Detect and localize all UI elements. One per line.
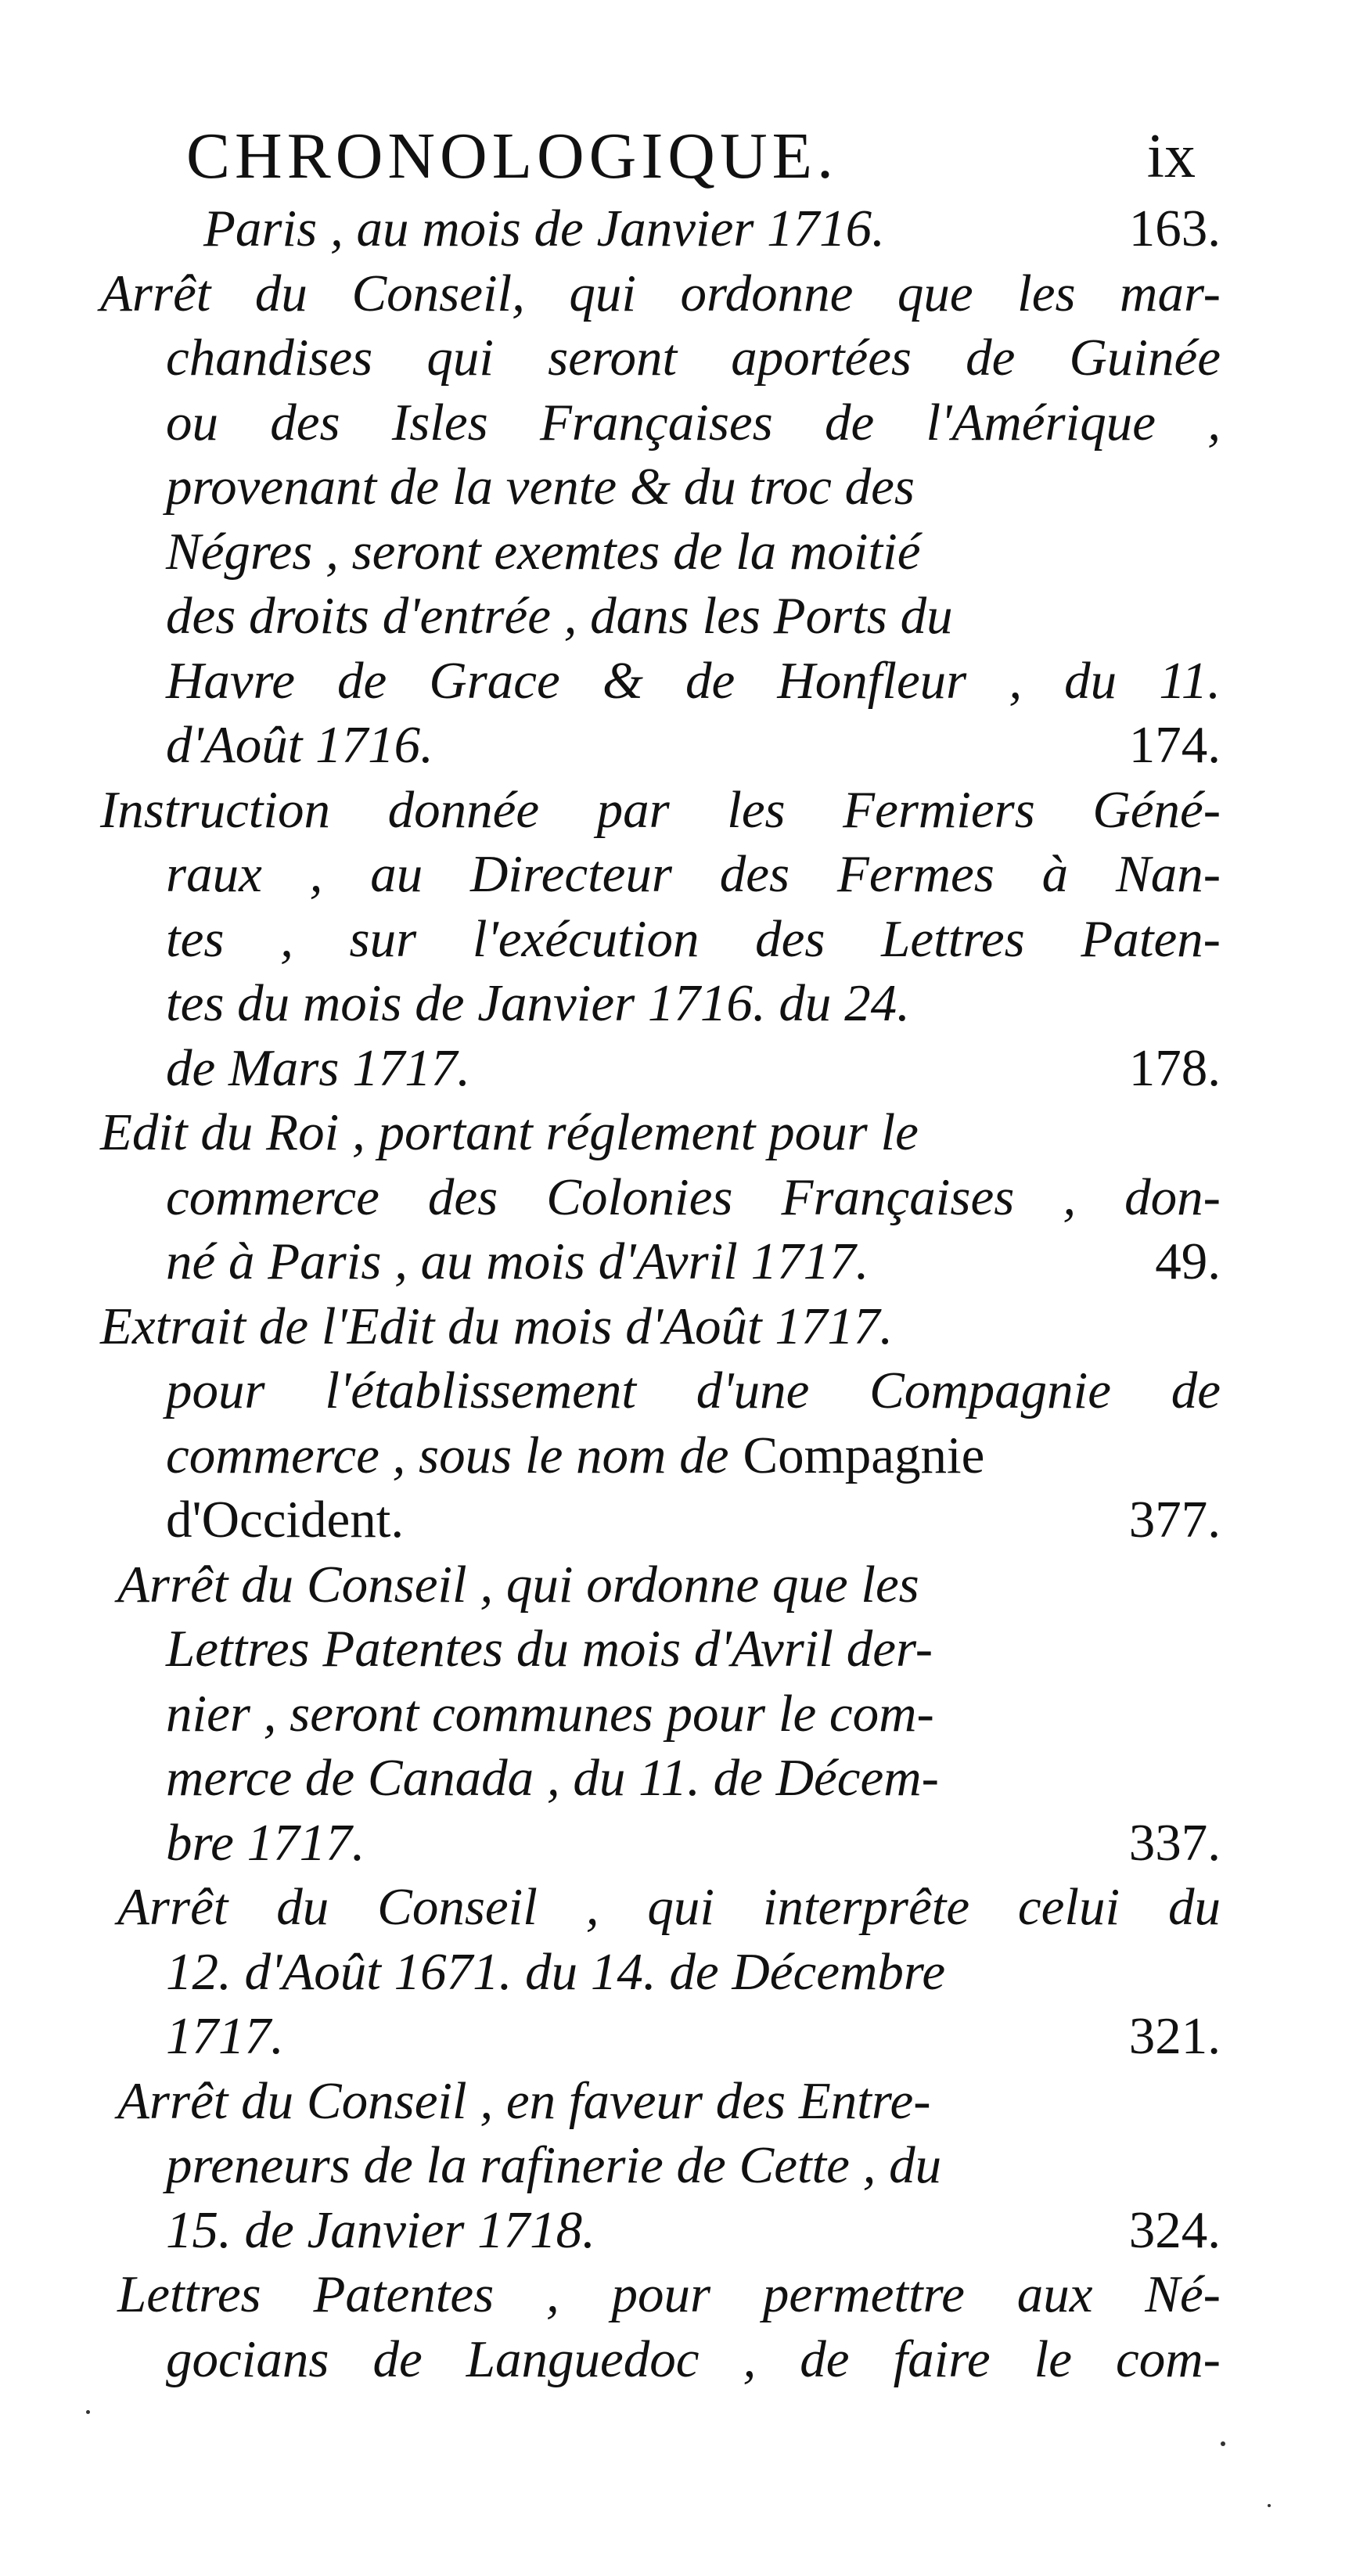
toc-line [166,714,1221,776]
toc-entry-text: Paris , au mois de Janvier 1716. [203,200,885,257]
toc-line [166,1811,1221,1874]
toc-entry-text: Lettres Patentes , pour permettre aux Né- [117,2265,1221,2323]
toc-entry-text: raux , au Directeur des Fermes à Nan- [166,845,1221,903]
toc-line [117,2070,1221,2132]
toc-entry-text: pour l'établissement d'une Compagnie de [166,1362,1221,1419]
toc-line [166,908,1221,970]
toc-entry-text: tes du mois de Janvier 1716. du 24. [166,974,910,1032]
toc-page-reference: 321. [1128,2007,1221,2065]
toc-line [117,1876,1221,1938]
toc-line [166,2005,1221,2067]
toc-line [166,2199,1221,2261]
toc-entry-text: 12. d'Août 1671. du 14. de Décembre [166,1943,946,2001]
toc-page-reference: 49. [1155,1232,1221,1290]
toc-line [166,1682,1221,1745]
toc-entry-text: Négres , seront exemtes de la moitié [166,523,921,581]
toc-line [117,2263,1221,2326]
page-number: ix [1146,122,1196,191]
toc-entry-text: nier , seront communes pour le com- [166,1685,934,1743]
toc-line [166,1166,1221,1229]
toc-line [166,1488,1221,1551]
toc-page-reference: 337. [1128,1814,1221,1872]
toc-page-reference: 163. [1128,200,1221,257]
toc-entry-text: Lettres Patentes du mois d'Avril der- [166,1620,933,1678]
toc-line [166,1230,1221,1293]
toc-line [166,326,1221,389]
toc-entry-text: d'Août 1716. [166,716,433,774]
toc-entry-text: merce de Canada , du 11. de Décem- [166,1749,939,1807]
toc-line [117,1553,1221,1616]
toc-entry-text: Arrêt du Conseil, qui ordonne que les mar- [100,264,1221,322]
toc-entry-text: Edit du Roi , portant réglement pour le [100,1103,919,1161]
toc-line [166,2134,1221,2196]
toc-entry-text: Arrêt du Conseil , qui ordonne que les [117,1556,919,1614]
ink-speck [1221,2441,1225,2446]
toc-line [100,1295,1221,1358]
toc-line [166,585,1221,647]
ink-speck [1268,2504,1271,2507]
toc-page-reference: 324. [1128,2201,1221,2259]
toc-entry-text: Extrait de l'Edit du mois d'Août 1717. [100,1297,894,1355]
toc-entry-text: 1717. [166,2007,284,2065]
toc-page-reference: 174. [1128,716,1221,774]
toc-line [166,2328,1221,2391]
running-head-title: CHRONOLOGIQUE. [186,120,838,192]
toc-page-reference: 377. [1128,1491,1221,1549]
toc-entry-roman-text: Compagnie [743,1427,985,1484]
toc-entry-text: Havre de Grace & de Honfleur , du 11. [166,652,1221,710]
toc-entry-text: né à Paris , au mois d'Avril 1717. [166,1232,869,1290]
toc-line [100,1101,1221,1164]
toc-line [166,649,1221,712]
toc-line [166,391,1221,454]
toc-line [166,843,1221,905]
toc-entry-text: ou des Isles Françaises de l'Amérique , [166,394,1221,452]
toc-entry-text: chandises qui seront aportées de Guinée [166,329,1221,387]
toc-entry-text: gocians de Languedoc , de faire le com- [166,2330,1221,2388]
toc-entry-text: commerce des Colonies Françaises , don- [166,1168,1221,1226]
toc-line [166,1941,1221,2003]
toc-entry-text: commerce , sous le nom de [166,1427,729,1484]
toc-page-reference: 178. [1128,1039,1221,1097]
toc-line [166,1747,1221,1809]
toc-entry-text: de Mars 1717. [166,1039,470,1097]
toc-line [166,1359,1221,1422]
toc-line [100,779,1221,841]
toc-line [166,972,1221,1034]
toc-entry-text: des droits d'entrée , dans les Ports du [166,587,953,645]
running-head [186,117,1196,203]
toc-entry-text: provenant de la vente & du troc des [166,458,915,516]
toc-line [166,1424,1221,1487]
toc-line [166,1037,1221,1099]
toc-entry-text: Arrêt du Conseil , qui interprête celui du [117,1878,1221,1936]
toc-entry-text: preneurs de la rafinerie de Cette , du [166,2136,942,2194]
toc-entry-text: tes , sur l'exécution des Lettres Paten- [166,910,1221,968]
toc-line [166,520,1221,583]
toc-entry-text: Arrêt du Conseil , en faveur des Entre- [117,2072,931,2130]
toc-line [166,1617,1221,1680]
ink-speck [86,2410,90,2414]
toc-line [100,262,1221,325]
toc-entry-roman-text: d'Occident. [166,1491,405,1549]
toc-entry-text: 15. de Janvier 1718. [166,2201,595,2259]
toc-line [166,455,1221,518]
toc-line [203,197,1221,260]
toc-entry-text: bre 1717. [166,1814,365,1872]
toc-entry-text: Instruction donnée par les Fermiers Géné- [100,781,1221,839]
